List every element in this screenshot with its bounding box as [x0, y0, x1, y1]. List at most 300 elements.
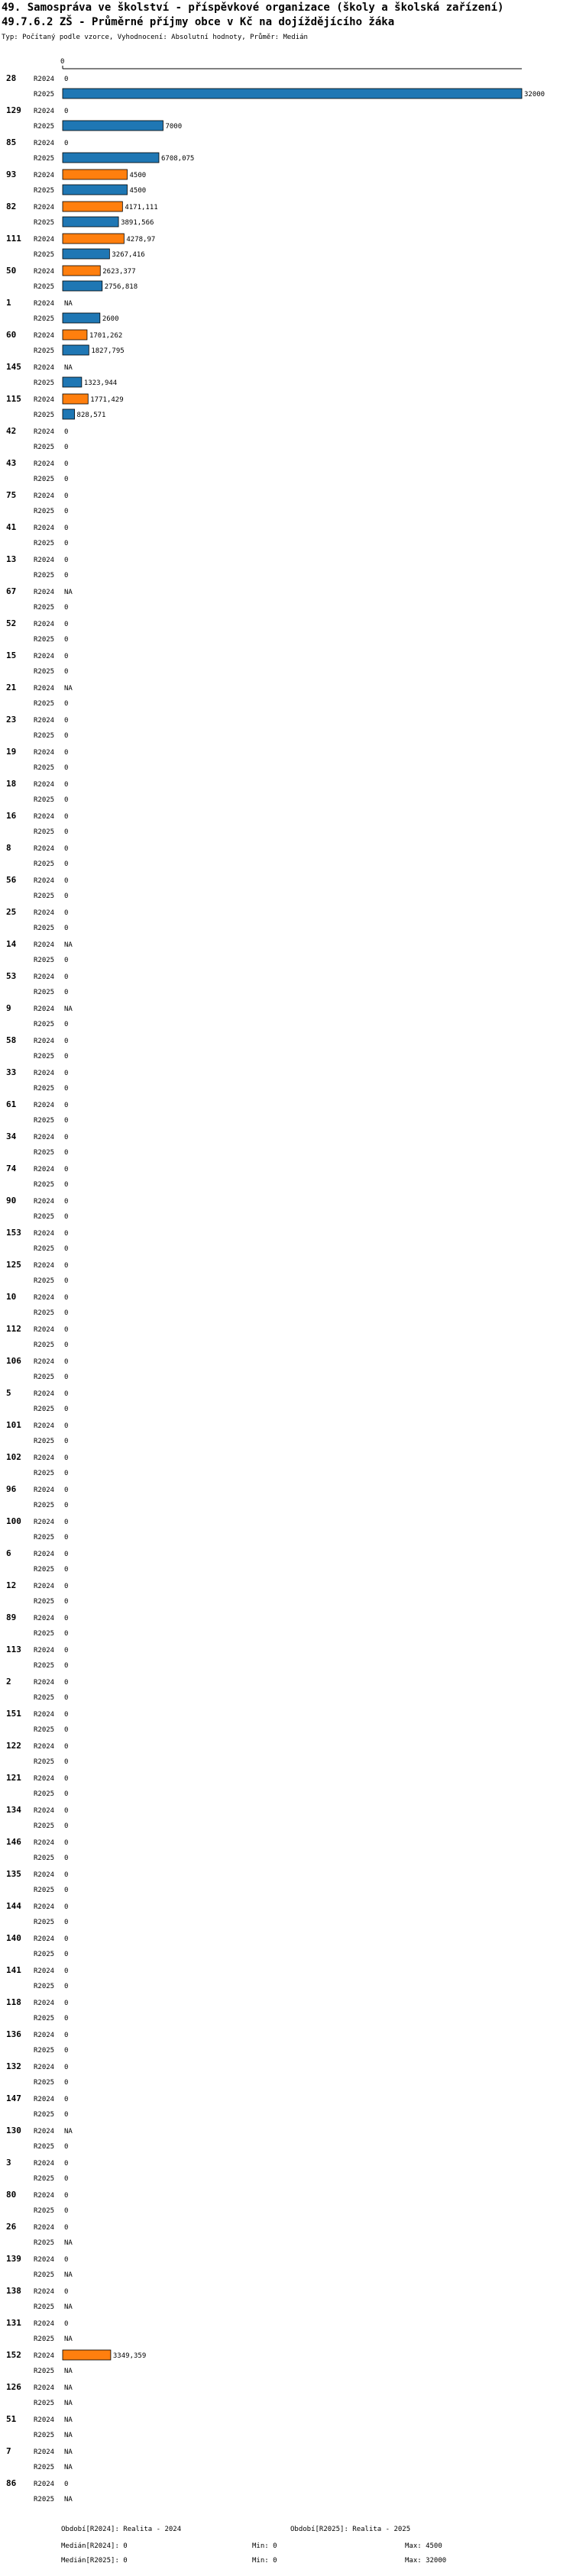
data-label-R2024: 0: [64, 428, 69, 436]
median-2025: Medián[R2025]: 0: [61, 2557, 128, 2565]
series-label-R2024: R2024: [34, 1166, 55, 1173]
group-label: 34: [6, 1131, 17, 1141]
data-label-R2025: 0: [64, 1887, 69, 1894]
series-label-R2025: R2025: [34, 347, 55, 355]
series-label-R2025: R2025: [34, 1502, 55, 1509]
data-label-R2024: 0: [64, 1454, 69, 1462]
bar-R2025: [63, 89, 522, 98]
series-label-R2025: R2025: [34, 1951, 55, 1958]
group-label: 138: [6, 2286, 21, 2296]
series-label-R2024: R2024: [34, 364, 55, 372]
data-label-R2025: 0: [64, 989, 69, 996]
data-label-R2025: 0: [64, 1726, 69, 1734]
data-label-R2025: 0: [64, 828, 69, 836]
data-label-R2025: 32000: [524, 91, 545, 98]
series-label-R2024: R2024: [34, 140, 55, 147]
series-label-R2025: R2025: [34, 1053, 55, 1060]
group-label: 5: [6, 1388, 11, 1398]
group-label: 85: [6, 137, 17, 147]
series-label-R2024: R2024: [34, 1134, 55, 1141]
series-label-R2025: R2025: [34, 476, 55, 483]
series-label-R2024: R2024: [34, 1871, 55, 1879]
data-label-R2024: 0: [64, 1262, 69, 1270]
data-label-R2025: 0: [64, 1630, 69, 1638]
data-label-R2025: 0: [64, 1566, 69, 1574]
data-label-R2025: 0: [64, 1309, 69, 1317]
data-label-R2024: 0: [64, 1102, 69, 1109]
series-label-R2025: R2025: [34, 796, 55, 804]
series-label-R2024: R2024: [34, 1903, 55, 1911]
data-label-R2024: 0: [64, 2288, 69, 2296]
series-label-R2024: R2024: [34, 2352, 55, 2360]
series-label-R2024: R2024: [34, 1551, 55, 1558]
data-label-R2024: 0: [64, 1968, 69, 1975]
data-label-R2025: 0: [64, 2111, 69, 2119]
data-label-R2025: 0: [64, 2175, 69, 2183]
data-label-R2024: 2623,377: [102, 268, 136, 276]
series-label-R2024: R2024: [34, 2192, 55, 2200]
data-label-R2024: 0: [64, 2320, 69, 2328]
data-label-R2025: NA: [64, 2368, 73, 2375]
series-label-R2024: R2024: [34, 2448, 55, 2456]
series-label-R2024: R2024: [34, 2320, 55, 2328]
data-label-R2024: 4278,97: [126, 236, 156, 244]
data-label-R2024: 4171,111: [125, 204, 158, 211]
data-label-R2025: 0: [64, 925, 69, 932]
data-label-R2025: 828,571: [76, 412, 106, 419]
bar-R2025: [63, 377, 82, 387]
group-label: 140: [6, 1933, 21, 1943]
data-label-R2025: NA: [64, 2496, 73, 2503]
series-label-R2024: R2024: [34, 2032, 55, 2039]
data-label-R2024: NA: [64, 1006, 73, 1013]
group-label: 3: [6, 2158, 11, 2168]
data-label-R2025: 1323,944: [83, 379, 118, 387]
data-label-R2024: 0: [64, 813, 69, 821]
series-label-R2024: R2024: [34, 525, 55, 532]
series-label-R2025: R2025: [34, 123, 55, 131]
series-label-R2024: R2024: [34, 1839, 55, 1847]
series-label-R2025: R2025: [34, 283, 55, 291]
data-label-R2024: 0: [64, 653, 69, 660]
data-label-R2024: 0: [64, 1070, 69, 1077]
group-label: 1: [6, 298, 11, 308]
data-label-R2024: 0: [64, 525, 69, 532]
series-label-R2024: R2024: [34, 1711, 55, 1719]
group-label: 111: [6, 234, 21, 244]
data-label-R2025: 0: [64, 1598, 69, 1606]
series-label-R2025: R2025: [34, 2336, 55, 2343]
series-label-R2025: R2025: [34, 2239, 55, 2247]
data-label-R2024: 0: [64, 1038, 69, 1045]
series-label-R2025: R2025: [34, 893, 55, 900]
series-label-R2025: R2025: [34, 572, 55, 579]
data-label-R2025: 0: [64, 508, 69, 515]
data-label-R2024: NA: [64, 2128, 73, 2135]
series-label-R2024: R2024: [34, 1102, 55, 1109]
series-label-R2025: R2025: [34, 2464, 55, 2471]
data-label-R2025: 0: [64, 957, 69, 964]
data-label-R2025: NA: [64, 2336, 73, 2343]
data-label-R2025: 2756,818: [104, 283, 138, 291]
group-label: 18: [6, 779, 17, 789]
group-label: 82: [6, 202, 17, 211]
data-label-R2025: 0: [64, 1470, 69, 1477]
group-label: 90: [6, 1196, 17, 1206]
data-label-R2025: 0: [64, 604, 69, 612]
bar-R2025: [63, 185, 128, 195]
series-label-R2024: R2024: [34, 1038, 55, 1045]
group-label: 132: [6, 2061, 21, 2071]
series-label-R2024: R2024: [34, 1454, 55, 1462]
series-label-R2025: R2025: [34, 2496, 55, 2503]
data-label-R2024: 0: [64, 1839, 69, 1847]
data-label-R2025: 0: [64, 1117, 69, 1125]
bar-R2025: [63, 217, 118, 227]
series-label-R2024: R2024: [34, 300, 55, 308]
series-label-R2025: R2025: [34, 2368, 55, 2375]
series-label-R2025: R2025: [34, 1438, 55, 1445]
group-label: 86: [6, 2478, 17, 2488]
group-label: 25: [6, 907, 17, 917]
group-label: 122: [6, 1741, 21, 1751]
series-label-R2025: R2025: [34, 155, 55, 163]
data-label-R2025: 0: [64, 1662, 69, 1670]
group-label: 6: [6, 1548, 11, 1558]
series-label-R2025: R2025: [34, 2047, 55, 2055]
series-label-R2024: R2024: [34, 621, 55, 628]
data-label-R2024: NA: [64, 364, 73, 372]
series-label-R2024: R2024: [34, 1198, 55, 1206]
series-label-R2025: R2025: [34, 764, 55, 772]
data-label-R2025: 4500: [129, 187, 147, 195]
series-label-R2025: R2025: [34, 1341, 55, 1349]
series-label-R2024: R2024: [34, 2384, 55, 2392]
series-label-R2024: R2024: [34, 1422, 55, 1430]
x-tick-label: 0: [60, 58, 65, 66]
data-label-R2024: NA: [64, 685, 73, 692]
data-label-R2024: 3349,359: [112, 2352, 147, 2360]
group-label: 115: [6, 394, 21, 404]
group-label: 15: [6, 650, 17, 660]
series-label-R2024: R2024: [34, 973, 55, 981]
data-label-R2025: 0: [64, 1085, 69, 1093]
series-label-R2025: R2025: [34, 1566, 55, 1574]
data-label-R2024: 0: [64, 1551, 69, 1558]
bar-R2024: [63, 169, 128, 179]
max-2025: Max: 32000: [405, 2557, 447, 2565]
series-label-R2025: R2025: [34, 1662, 55, 1670]
data-label-R2025: NA: [64, 2303, 73, 2311]
bar-R2025: [63, 249, 109, 259]
series-label-R2024: R2024: [34, 2000, 55, 2007]
data-label-R2025: NA: [64, 2464, 73, 2471]
series-label-R2024: R2024: [34, 1262, 55, 1270]
group-label: 153: [6, 1228, 21, 1238]
data-label-R2024: 0: [64, 1935, 69, 1943]
group-label: 74: [6, 1164, 17, 1173]
data-label-R2024: 0: [64, 76, 69, 83]
series-label-R2024: R2024: [34, 76, 55, 83]
group-label: 53: [6, 971, 17, 981]
group-label: 145: [6, 362, 21, 372]
bar-R2025: [63, 281, 102, 291]
group-label: 144: [6, 1901, 21, 1911]
group-label: 42: [6, 426, 17, 436]
group-label: 130: [6, 2126, 21, 2135]
group-label: 28: [6, 73, 17, 83]
series-label-R2024: R2024: [34, 1519, 55, 1526]
group-label: 23: [6, 715, 17, 725]
data-label-R2024: 0: [64, 1775, 69, 1783]
data-label-R2025: 0: [64, 732, 69, 740]
group-label: 134: [6, 1805, 21, 1815]
data-label-R2024: 0: [64, 557, 69, 564]
group-label: 43: [6, 458, 17, 468]
data-label-R2024: 0: [64, 909, 69, 917]
data-label-R2025: 0: [64, 540, 69, 547]
data-label-R2025: 0: [64, 1181, 69, 1189]
group-label: 9: [6, 1003, 11, 1013]
data-label-R2024: 0: [64, 1326, 69, 1334]
data-label-R2024: 0: [64, 2032, 69, 2039]
series-label-R2025: R2025: [34, 732, 55, 740]
group-label: 106: [6, 1356, 21, 1366]
data-label-R2025: 0: [64, 1406, 69, 1413]
data-label-R2025: 0: [64, 668, 69, 676]
series-label-R2025: R2025: [34, 1117, 55, 1125]
series-label-R2025: R2025: [34, 925, 55, 932]
data-label-R2025: 0: [64, 1021, 69, 1028]
data-label-R2024: 0: [64, 460, 69, 468]
series-label-R2024: R2024: [34, 332, 55, 340]
data-label-R2024: 0: [64, 1871, 69, 1879]
data-label-R2024: 0: [64, 1198, 69, 1206]
max-2024: Max: 4500: [405, 2542, 442, 2550]
series-label-R2025: R2025: [34, 989, 55, 996]
data-label-R2024: NA: [64, 2448, 73, 2456]
group-label: 102: [6, 1452, 21, 1462]
data-label-R2024: 0: [64, 1807, 69, 1815]
chart-title-line2: 49.7.6.2 ZŠ - Průměrné příjmy obce v Kč na dojíždějícího žáka: [2, 16, 395, 28]
data-label-R2025: 0: [64, 1213, 69, 1221]
data-label-R2025: 6708,075: [160, 155, 195, 163]
group-label: 16: [6, 811, 17, 821]
group-label: 126: [6, 2382, 21, 2392]
series-label-R2024: R2024: [34, 1743, 55, 1751]
group-label: 118: [6, 1997, 21, 2007]
median-2024: Medián[R2024]: 0: [61, 2542, 128, 2550]
series-label-R2025: R2025: [34, 828, 55, 836]
series-label-R2024: R2024: [34, 428, 55, 436]
data-label-R2025: 0: [64, 1502, 69, 1509]
data-label-R2025: 0: [64, 1694, 69, 1702]
series-label-R2024: R2024: [34, 1070, 55, 1077]
bar-R2024: [63, 266, 100, 276]
series-label-R2024: R2024: [34, 877, 55, 885]
bar-R2025: [63, 409, 75, 419]
data-label-R2024: 4500: [129, 172, 147, 179]
bar-R2024: [63, 202, 122, 211]
data-label-R2025: 0: [64, 1758, 69, 1766]
series-label-R2025: R2025: [34, 1309, 55, 1317]
group-label: 56: [6, 875, 17, 885]
data-label-R2024: 0: [64, 2224, 69, 2232]
series-label-R2024: R2024: [34, 1006, 55, 1013]
data-label-R2025: 0: [64, 860, 69, 868]
group-label: 58: [6, 1035, 17, 1045]
group-label: 52: [6, 618, 17, 628]
series-label-R2024: R2024: [34, 492, 55, 500]
series-label-R2024: R2024: [34, 1775, 55, 1783]
group-label: 26: [6, 2222, 17, 2232]
data-label-R2025: NA: [64, 2239, 73, 2247]
series-label-R2025: R2025: [34, 251, 55, 259]
data-label-R2025: NA: [64, 2432, 73, 2439]
group-label: 13: [6, 554, 17, 564]
series-label-R2025: R2025: [34, 1470, 55, 1477]
data-label-R2025: 0: [64, 1855, 69, 1862]
group-label: 147: [6, 2093, 21, 2103]
data-label-R2024: 0: [64, 2160, 69, 2168]
data-label-R2025: 0: [64, 1374, 69, 1381]
series-label-R2025: R2025: [34, 2143, 55, 2151]
group-label: 129: [6, 105, 21, 115]
group-label: 93: [6, 169, 17, 179]
series-label-R2024: R2024: [34, 2096, 55, 2103]
series-label-R2025: R2025: [34, 1406, 55, 1413]
series-label-R2025: R2025: [34, 1919, 55, 1926]
data-label-R2024: NA: [64, 2384, 73, 2392]
data-label-R2025: 0: [64, 700, 69, 708]
group-label: 141: [6, 1965, 21, 1975]
bar-R2024: [63, 2350, 111, 2360]
data-label-R2025: 0: [64, 1053, 69, 1060]
series-label-R2025: R2025: [34, 1245, 55, 1253]
data-label-R2024: 0: [64, 1615, 69, 1622]
series-label-R2025: R2025: [34, 508, 55, 515]
series-label-R2024: R2024: [34, 909, 55, 917]
data-label-R2024: 0: [64, 2064, 69, 2071]
group-label: 67: [6, 586, 17, 596]
bar-R2024: [63, 234, 124, 244]
series-label-R2024: R2024: [34, 236, 55, 244]
bar-R2025: [63, 313, 100, 323]
series-label-R2025: R2025: [34, 1181, 55, 1189]
data-label-R2024: 0: [64, 1166, 69, 1173]
data-label-R2025: 0: [64, 1951, 69, 1958]
data-label-R2024: 0: [64, 140, 69, 147]
series-label-R2025: R2025: [34, 1758, 55, 1766]
series-label-R2025: R2025: [34, 1887, 55, 1894]
series-label-R2025: R2025: [34, 1374, 55, 1381]
min-2024: Min: 0: [252, 2542, 277, 2550]
chart-subtitle: Typ: Počítaný podle vzorce, Vyhodnocení: Absolutní hodnoty, Průměr: Medián: [2, 34, 308, 41]
bar-R2025: [63, 345, 89, 355]
data-label-R2024: 0: [64, 1358, 69, 1366]
group-label: 139: [6, 2254, 21, 2264]
group-label: 151: [6, 1709, 21, 1719]
series-label-R2024: R2024: [34, 781, 55, 789]
chart-title-line1: 49. Samospráva ve školství - příspěvkové organizace (školy a školská zařízení): [2, 2, 504, 14]
legend-period-2025: Období[R2025]: Realita - 2025: [290, 2526, 411, 2533]
series-label-R2025: R2025: [34, 219, 55, 227]
group-label: 12: [6, 1580, 17, 1590]
series-label-R2025: R2025: [34, 2015, 55, 2022]
series-label-R2024: R2024: [34, 653, 55, 660]
group-label: 33: [6, 1067, 17, 1077]
data-label-R2025: 0: [64, 764, 69, 772]
data-label-R2025: 0: [64, 636, 69, 644]
series-label-R2025: R2025: [34, 540, 55, 547]
data-label-R2025: 0: [64, 572, 69, 579]
data-label-R2024: 0: [64, 781, 69, 789]
series-label-R2025: R2025: [34, 604, 55, 612]
series-label-R2025: R2025: [34, 187, 55, 195]
series-label-R2025: R2025: [34, 2079, 55, 2087]
group-label: 14: [6, 939, 17, 949]
data-label-R2025: 7000: [165, 123, 183, 131]
data-label-R2024: NA: [64, 2416, 73, 2424]
series-label-R2025: R2025: [34, 1021, 55, 1028]
series-label-R2024: R2024: [34, 557, 55, 564]
group-label: 41: [6, 522, 17, 532]
series-label-R2025: R2025: [34, 2111, 55, 2119]
series-label-R2024: R2024: [34, 1679, 55, 1687]
series-label-R2025: R2025: [34, 379, 55, 387]
series-label-R2024: R2024: [34, 172, 55, 179]
data-label-R2024: 0: [64, 717, 69, 725]
data-label-R2024: 0: [64, 1134, 69, 1141]
group-label: 121: [6, 1773, 21, 1783]
series-label-R2024: R2024: [34, 1807, 55, 1815]
data-label-R2025: 0: [64, 2079, 69, 2087]
data-label-R2024: 0: [64, 1230, 69, 1238]
data-label-R2025: 0: [64, 1149, 69, 1157]
data-label-R2024: 0: [64, 1711, 69, 1719]
series-label-R2025: R2025: [34, 2400, 55, 2407]
data-label-R2025: 0: [64, 2047, 69, 2055]
legend-period-2024: Období[R2024]: Realita - 2024: [61, 2526, 182, 2533]
data-label-R2024: 0: [64, 2192, 69, 2200]
data-label-R2025: 0: [64, 1822, 69, 1830]
data-label-R2024: 0: [64, 877, 69, 885]
series-label-R2024: R2024: [34, 1326, 55, 1334]
group-label: 60: [6, 330, 17, 340]
series-label-R2024: R2024: [34, 2416, 55, 2424]
data-label-R2024: 0: [64, 492, 69, 500]
series-label-R2024: R2024: [34, 396, 55, 404]
data-label-R2024: NA: [64, 941, 73, 949]
series-label-R2024: R2024: [34, 2481, 55, 2488]
series-label-R2025: R2025: [34, 1213, 55, 1221]
data-label-R2024: 0: [64, 1422, 69, 1430]
data-label-R2024: 0: [64, 1294, 69, 1302]
data-label-R2024: 1771,429: [90, 396, 124, 404]
series-label-R2024: R2024: [34, 204, 55, 211]
group-label: 152: [6, 2350, 21, 2360]
series-label-R2025: R2025: [34, 1790, 55, 1798]
data-label-R2025: 0: [64, 2143, 69, 2151]
data-label-R2024: NA: [64, 300, 73, 308]
series-label-R2024: R2024: [34, 2256, 55, 2264]
data-label-R2025: 0: [64, 796, 69, 804]
series-label-R2024: R2024: [34, 1647, 55, 1654]
data-label-R2025: NA: [64, 2271, 73, 2279]
min-2025: Min: 0: [252, 2557, 277, 2565]
data-label-R2025: NA: [64, 2400, 73, 2407]
data-label-R2024: 1701,262: [89, 332, 123, 340]
